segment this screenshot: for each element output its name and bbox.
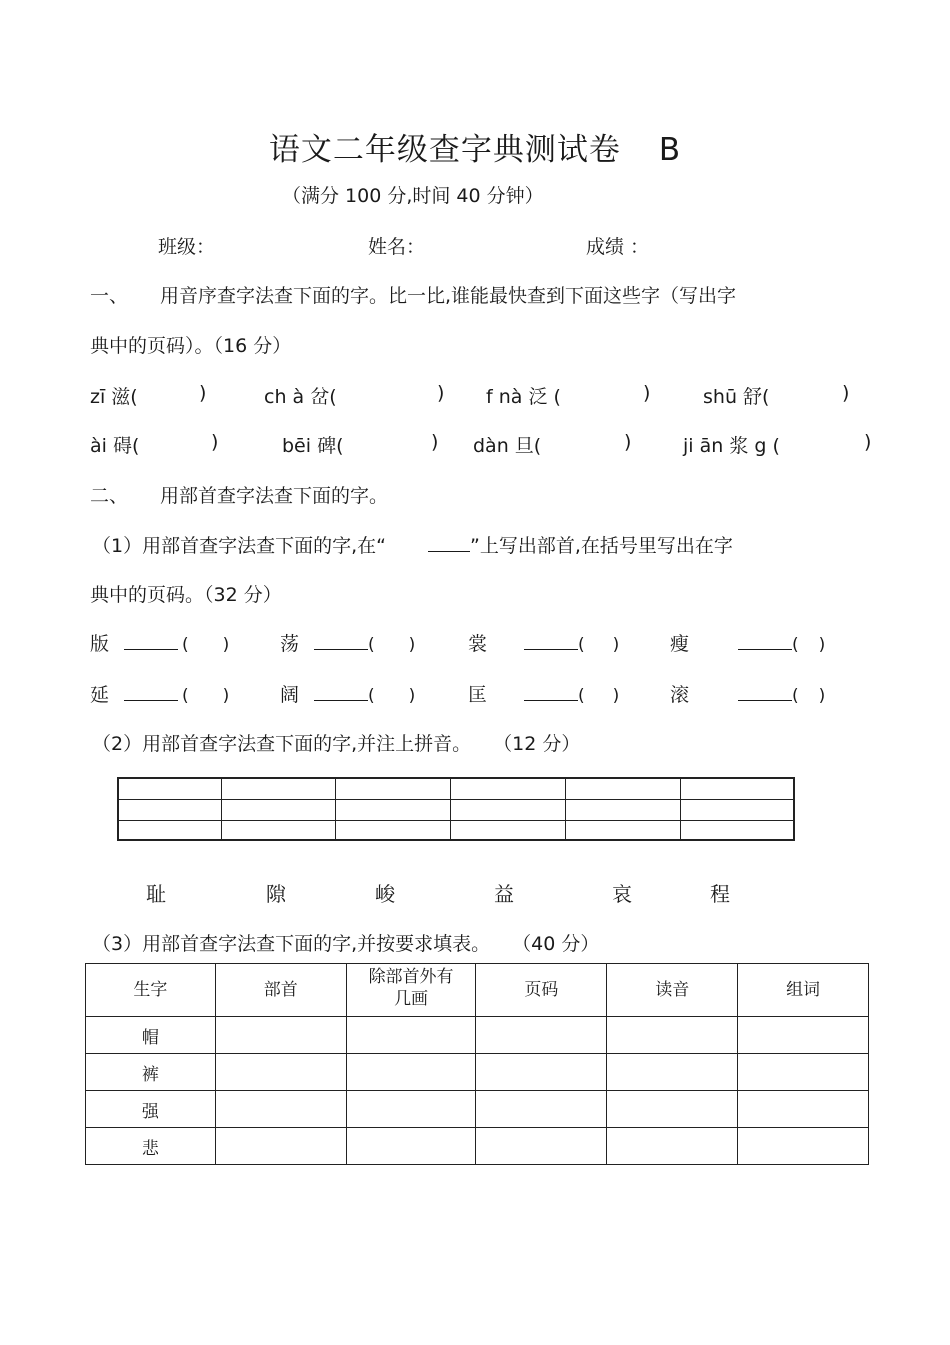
table-header-cell: 组词 bbox=[738, 964, 869, 1017]
class-label: 班级： bbox=[158, 236, 216, 258]
table-cell[interactable] bbox=[476, 1091, 607, 1128]
section1-number: 一、 bbox=[90, 285, 129, 307]
table-row bbox=[86, 1091, 869, 1128]
table-header-cell: 生字 bbox=[86, 964, 216, 1017]
table-cell[interactable] bbox=[738, 1128, 869, 1165]
radical-row-1 bbox=[90, 629, 850, 655]
close-paren: ) bbox=[624, 431, 632, 453]
part2-score: （12 分） bbox=[493, 733, 581, 755]
subtitle: （满分 100 分,时间 40 分钟） bbox=[282, 185, 544, 207]
table-header-row bbox=[86, 964, 869, 1017]
pinyin-char: 益 bbox=[494, 882, 514, 906]
radical-item: 匡 ( ) bbox=[468, 680, 619, 707]
radical-blank[interactable] bbox=[738, 680, 792, 701]
table-cell[interactable] bbox=[346, 1054, 476, 1091]
table-char: 帽 bbox=[86, 1017, 216, 1054]
part3-instruction bbox=[92, 929, 599, 956]
radical-item: 荡 ( ) bbox=[280, 629, 415, 656]
pinyin-item: ch à 岔( bbox=[264, 386, 337, 408]
pinyin-item: dàn 旦( bbox=[473, 435, 542, 457]
table-cell[interactable] bbox=[346, 1128, 476, 1165]
section1-instruction-line1: 用音序查字法查下面的字。比一比,谁能最快查到下面这些字（写出字 bbox=[160, 285, 737, 307]
table-cell[interactable] bbox=[607, 1091, 738, 1128]
pinyin-char: 程 bbox=[710, 882, 730, 906]
table-cell[interactable] bbox=[738, 1017, 869, 1054]
radical-item: 阔 ( ) bbox=[280, 680, 415, 707]
part3-score: （40 分） bbox=[512, 933, 600, 955]
pinyin-item: zī 滋( bbox=[90, 386, 138, 408]
table-cell[interactable] bbox=[215, 1128, 346, 1165]
part2-instruction bbox=[92, 729, 580, 756]
table-header-cell: 页码 bbox=[476, 964, 607, 1017]
fill-table bbox=[85, 963, 869, 1165]
table-cell[interactable] bbox=[738, 1054, 869, 1091]
radical-item: 滚 ( ) bbox=[670, 680, 825, 707]
table-header-cell: 除部首外有 几画 bbox=[346, 964, 476, 1017]
radical-blank[interactable] bbox=[524, 680, 578, 701]
close-paren: ) bbox=[842, 382, 850, 404]
part1-instruction-b: ”上写出部首,在括号里写出在字 bbox=[469, 535, 733, 557]
table-header-cell: 读音 bbox=[607, 964, 738, 1017]
table-cell[interactable] bbox=[476, 1017, 607, 1054]
radical-row-2 bbox=[90, 680, 850, 706]
close-paren: ) bbox=[199, 382, 207, 404]
table-char: 裤 bbox=[86, 1054, 216, 1091]
radical-item: 裳 ( ) bbox=[468, 629, 619, 656]
pinyin-char: 哀 bbox=[612, 882, 632, 906]
table-cell[interactable] bbox=[607, 1128, 738, 1165]
close-paren: ) bbox=[437, 382, 445, 404]
close-paren: ) bbox=[643, 382, 651, 404]
section1-instruction-line2: 典中的页码）。（16 分） bbox=[90, 335, 292, 357]
part3-title: （3）用部首查字法查下面的字,并按要求填表。 bbox=[92, 933, 491, 955]
table-cell[interactable] bbox=[738, 1091, 869, 1128]
table-cell[interactable] bbox=[215, 1017, 346, 1054]
radical-item: 版 ( ) bbox=[90, 629, 229, 656]
radical-blank[interactable] bbox=[738, 629, 792, 650]
close-paren: ) bbox=[431, 431, 439, 453]
name-label: 姓名： bbox=[368, 236, 426, 258]
table-row bbox=[86, 1128, 869, 1165]
part1-instruction-line2: 典中的页码。（32 分） bbox=[90, 584, 282, 606]
radical-item: 瘦 ( ) bbox=[670, 629, 825, 656]
table-cell[interactable] bbox=[476, 1128, 607, 1165]
section2-instruction: 用部首查字法查下面的字。 bbox=[160, 485, 389, 507]
table-char: 强 bbox=[86, 1091, 216, 1128]
page-title bbox=[0, 124, 950, 169]
table-cell[interactable] bbox=[215, 1054, 346, 1091]
pinyin-char: 峻 bbox=[375, 882, 395, 906]
radical-blank[interactable] bbox=[124, 629, 178, 650]
table-cell[interactable] bbox=[346, 1091, 476, 1128]
score-label: 成绩 ： bbox=[586, 236, 650, 258]
section2-number: 二、 bbox=[90, 485, 129, 507]
table-cell[interactable] bbox=[215, 1091, 346, 1128]
pinyin-item: ài 碍( bbox=[90, 435, 140, 457]
pinyin-char: 耻 bbox=[146, 882, 166, 906]
pinyin-grid[interactable] bbox=[117, 777, 795, 841]
title-text: 语文二年级查字典测试卷 bbox=[268, 132, 621, 168]
title-letter: B bbox=[658, 132, 682, 168]
table-row bbox=[86, 1017, 869, 1054]
table-cell[interactable] bbox=[607, 1017, 738, 1054]
pinyin-char: 隙 bbox=[266, 882, 286, 906]
close-paren: ) bbox=[211, 431, 219, 453]
radical-item: 延 ( ) bbox=[90, 680, 229, 707]
pinyin-item: ji ān 浆 g ( bbox=[683, 435, 780, 457]
radical-blank[interactable] bbox=[314, 629, 368, 650]
table-cell[interactable] bbox=[476, 1054, 607, 1091]
radical-blank[interactable] bbox=[314, 680, 368, 701]
table-char: 悲 bbox=[86, 1128, 216, 1165]
close-paren: ) bbox=[864, 431, 872, 453]
radical-blank[interactable] bbox=[524, 629, 578, 650]
table-cell[interactable] bbox=[607, 1054, 738, 1091]
pinyin-item: bēi 碑( bbox=[282, 435, 344, 457]
table-cell[interactable] bbox=[346, 1017, 476, 1054]
radical-blank[interactable] bbox=[124, 680, 178, 701]
table-row bbox=[86, 1054, 869, 1091]
part2-title: （2）用部首查字法查下面的字,并注上拼音。 bbox=[92, 733, 472, 755]
part1-instruction-a: （1）用部首查字法查下面的字,在“ bbox=[92, 535, 386, 557]
part1-instruction-line1 bbox=[92, 531, 733, 558]
pinyin-item: shū 舒( bbox=[703, 386, 770, 408]
pinyin-item: f nà 泛 ( bbox=[486, 386, 561, 408]
table-header-cell: 部首 bbox=[215, 964, 346, 1017]
